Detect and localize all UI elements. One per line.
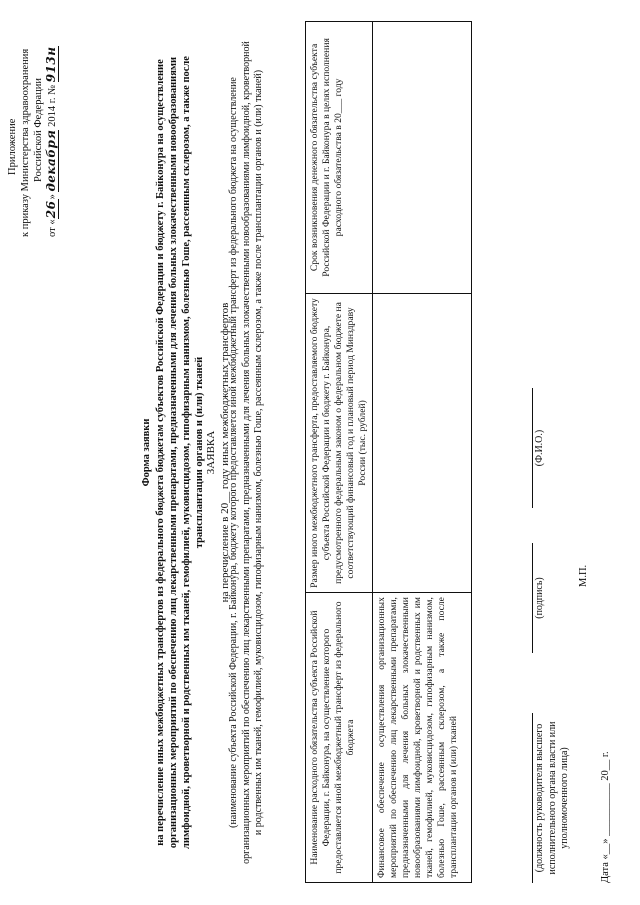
date-month: декабря (44, 129, 58, 192)
stamp-place: М.П. (578, 564, 589, 587)
date-line: Дата «__» __________ 20__ г. (600, 751, 611, 883)
date-mid: » (47, 194, 58, 200)
recipient-description: (наименование субъекта Российской Федерации, г. Байконура, бюджету которого предоставляется иной межбюджетный трансферт из федерального бюджета на осуществление организационных мероприятий по обеспечению лиц лекарственными препаратами, предназначенными для лечения больных злокачественными новообразованиями лимфоидной, кроветворной и родственных им тканей, гемофилией, муковисцидозом, гипофизарным нанизмом, болезнью Гоше, рассеянным склерозом, а также после трансплантации органов и (или) тканей) (228, 41, 264, 864)
form-heading: Форма заявки (141, 418, 152, 487)
form-title (140, 40, 206, 865)
table-row (373, 22, 472, 883)
appendix-line-2: к приказу Министерства здравоохранения (20, 48, 31, 237)
cell-obligation-term (373, 22, 472, 294)
date-day: 26 (44, 200, 58, 219)
fio-caption: (Ф.И.О.) (532, 388, 547, 508)
appendix-line-3: Российской Федерации (33, 78, 44, 182)
signature-caption: (подпись) (532, 543, 547, 653)
date-year: 2014 г. № (47, 84, 58, 127)
header-transfer-amount: Размер иного межбюджетного трансферта, предоставляемого бюджету субъекта Российской Федерации и бюджету г. Байконура, предусмотренного федеральным законом о федеральном бюджете на соответствующий финансовый год и плановый период Минздраву России (тыс. рублей) (306, 293, 373, 592)
form-description: на перечисление иных межбюджетных трансфертов из федерального бюджета бюджетам субъектов Российской Федерации и бюджету г. Байконура на осуществление организационных мероприятий по обеспечению лиц лекарственными препаратами, предназначенными для лечения больных злокачественными новообразованиями лимфоидной, кроветворной и родственных им тканей, гемофилией, муковисцидозом, гипофизарным нанизмом, болезнью Гоше, рассеянным склерозом, а также после трансплантации органов и (или) тканей (155, 56, 205, 849)
position-caption: (должность руководителя высшего исполнительного органа власти или уполномоченного лица) (532, 713, 572, 883)
application-title: ЗАЯВКА (205, 430, 217, 475)
header-obligation-term: Срок возникновения денежного обязательства субъекта Российской Федерации и г. Байконура в целях исполнения расходного обязательства в 20___ году (306, 22, 373, 294)
date-prefix: от « (47, 219, 58, 237)
application-subtitle: на перечисление в 20__ году иных межбюджетных трансфертов (219, 302, 231, 603)
cell-transfer-amount (373, 293, 472, 592)
table-header-row (306, 22, 373, 883)
transfer-table (305, 21, 472, 883)
appendix-date-line (45, 22, 59, 237)
cell-obligation-name: Финансовое обеспечение осуществления организационных мероприятий по обеспечению лиц лекарственными препаратами, предназначенными для лечения больных злокачественными новообразованиями лимфоидной, кроветворной и родственных им тканей, гемофилией, муковисцидозом, гипофизарным нанизмом, болезнью Гоше, рассеянным склерозом, а также после трансплантации органов и (или) тканей (373, 593, 472, 883)
appendix-line-1: Приложение (7, 118, 18, 175)
header-obligation-name: Наименование расходного обязательства субъекта Российской Федерации, г. Байконура, на осуществление которого предоставляется иной межбюджетный трансферт из федерального бюджета (306, 593, 373, 883)
appendix-header (6, 22, 59, 237)
order-number: 913н (44, 46, 58, 83)
